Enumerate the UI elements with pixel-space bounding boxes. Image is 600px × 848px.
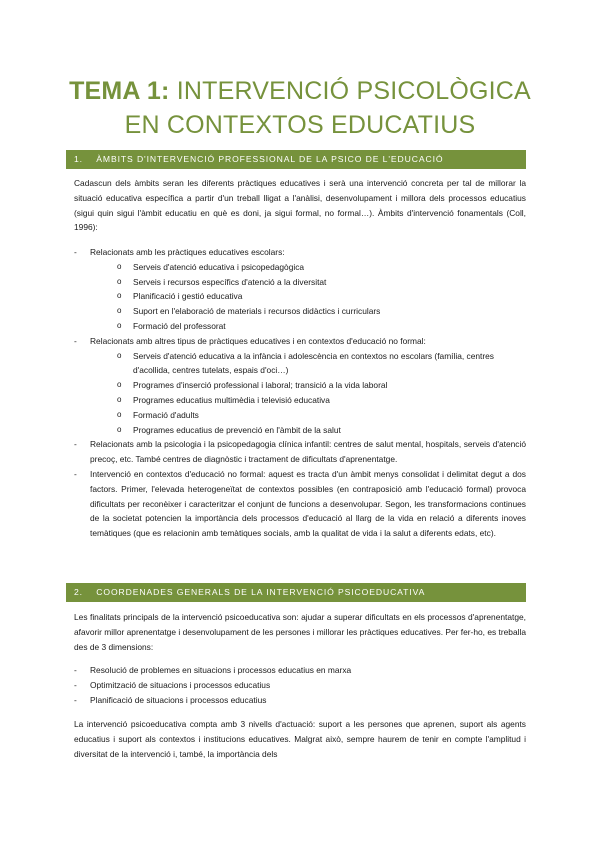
section-1-number: 1. [74,154,83,164]
sub-list-item: o Programes educatius de prevenció en l'àmbit de la salut [117,423,526,438]
sub-list-item: o Serveis i recursos específics d'atenció a la diversitat [117,275,526,290]
title-line-2: EN CONTEXTOS EDUCATIUS [124,111,476,139]
title-line-1-rest: INTERVENCIÓ PSICOLÒGICA [176,77,531,105]
section-2-closing: La intervenció psicoeducativa compta amb 3 nivells d'actuació: suport a les persones que aprenen, suport als agents educatius i suport als contextos i institucions educatives. Malgrat això, sempre haurem de tenir en compte l'amplitud i diversitat de la intervenció i, també, la importància dels [74,719,526,759]
list-item-label: Relacionats amb altres tipus de pràctiques educatives i en contextos d'educació no formal: [90,335,426,346]
page-title [40,74,560,142]
sub-list-item: o Programes educatius multimèdia i televisió educativa [117,393,526,408]
list-item: - Optimització de situacions i processos educatius [74,678,526,693]
list-item [74,245,526,334]
sub-list-item: o Programes d'inserció professional i laboral; transició a la vida laboral [117,378,526,393]
list-item-label: Relacionats amb les pràctiques educatives escolars: [90,247,285,257]
sub-list-item: o Planificació i gestió educativa [117,289,526,304]
sub-list-item: o Formació del professorat [117,319,526,334]
sub-list-item: o Suport en l'elaboració de materials i recursos didàctics i curriculars [117,304,526,319]
title-prefix: TEMA 1: [69,77,170,105]
section-2-number: 2. [74,587,83,597]
sub-list [90,349,526,438]
list-item: - Planificació de situacions i processos educatius [74,693,526,708]
section-2-heading-bar [66,583,526,602]
sub-list-item: o Formació d'adults [117,408,526,423]
list-item: - Resolució de problemes en situacions i processos educatius en marxa [74,663,526,678]
list-item [74,467,526,541]
section-1-heading-bar [66,150,526,169]
sub-list [90,260,526,334]
section-1-intro: Cadascun dels àmbits seran les diferents pràctiques educatives i serà una intervenció concreta per tal de millorar la situació educativa específica a partir d'un treball lligat a l'anàlisi, desenvolupament i millora dels processos educatius (sigui quin sigui l'àmbit educatiu en què es doni, ja sigui formal, no formal…). Àmbits d'intervenció fonamentals (Coll, 1996): [74,178,526,233]
list-item-label: Intervenció en contextos d'educació no formal: aquest es tracta d'un àmbit menys consolidat i delimitat degut a dos factors. Primer, l'elevada heterogeneïtat de contextos possibles (en contraposició amb l'educació formal) provoca dificultats per reconèixer i caracteritzar el conjunt de funcions a desenvolupar. Segon, les transformacions continues de la societat potencien la importància dels processos d'educació al llarg de la vida en relació a diferents inoves temàtiques (que es relacionin amb temàtiques socials, amb la qualitat de vida i la salut a diferents edats, etc). [90,468,526,539]
section-2-intro: Les finalitats principals de la intervenció psicoeducativa son: ajudar a superar dificultats en els processos d'aprenentatge, afavorir millor aprenentatge i desenvolupament de les persones i millorar les pràctiques educatives. Per fer-ho, es treballa des de 3 dimensions: [74,612,526,652]
section-1-heading: ÀMBITS D'INTERVENCIÓ PROFESSIONAL DE LA PSICO DE L'EDUCACIÓ [96,154,444,164]
title-line-1 [40,74,560,108]
section-2-heading: COORDENADES GENERALS DE LA INTERVENCIÓ PSICOEDUCATIVA [96,587,426,597]
section-2-list [74,663,526,707]
section-1-list [74,245,526,541]
sub-list-item: o Serveis d'atenció educativa i psicopedagògica [117,260,526,275]
list-item [74,334,526,438]
sub-list-item: o Serveis d'atenció educativa a la infància i adolescència en contextos no escolars (família, centres d'acollida, centres tutelats, espais d'oci…) [117,349,526,379]
list-item [74,437,526,467]
list-item-label: Relacionats amb la psicologia i la psicopedagogia clínica infantil: centres de salut mental, hospitals, serveis d'atenció precoç, etc. També centres de diagnòstic i tractament de dificultats d'aprenentatge. [90,439,526,465]
